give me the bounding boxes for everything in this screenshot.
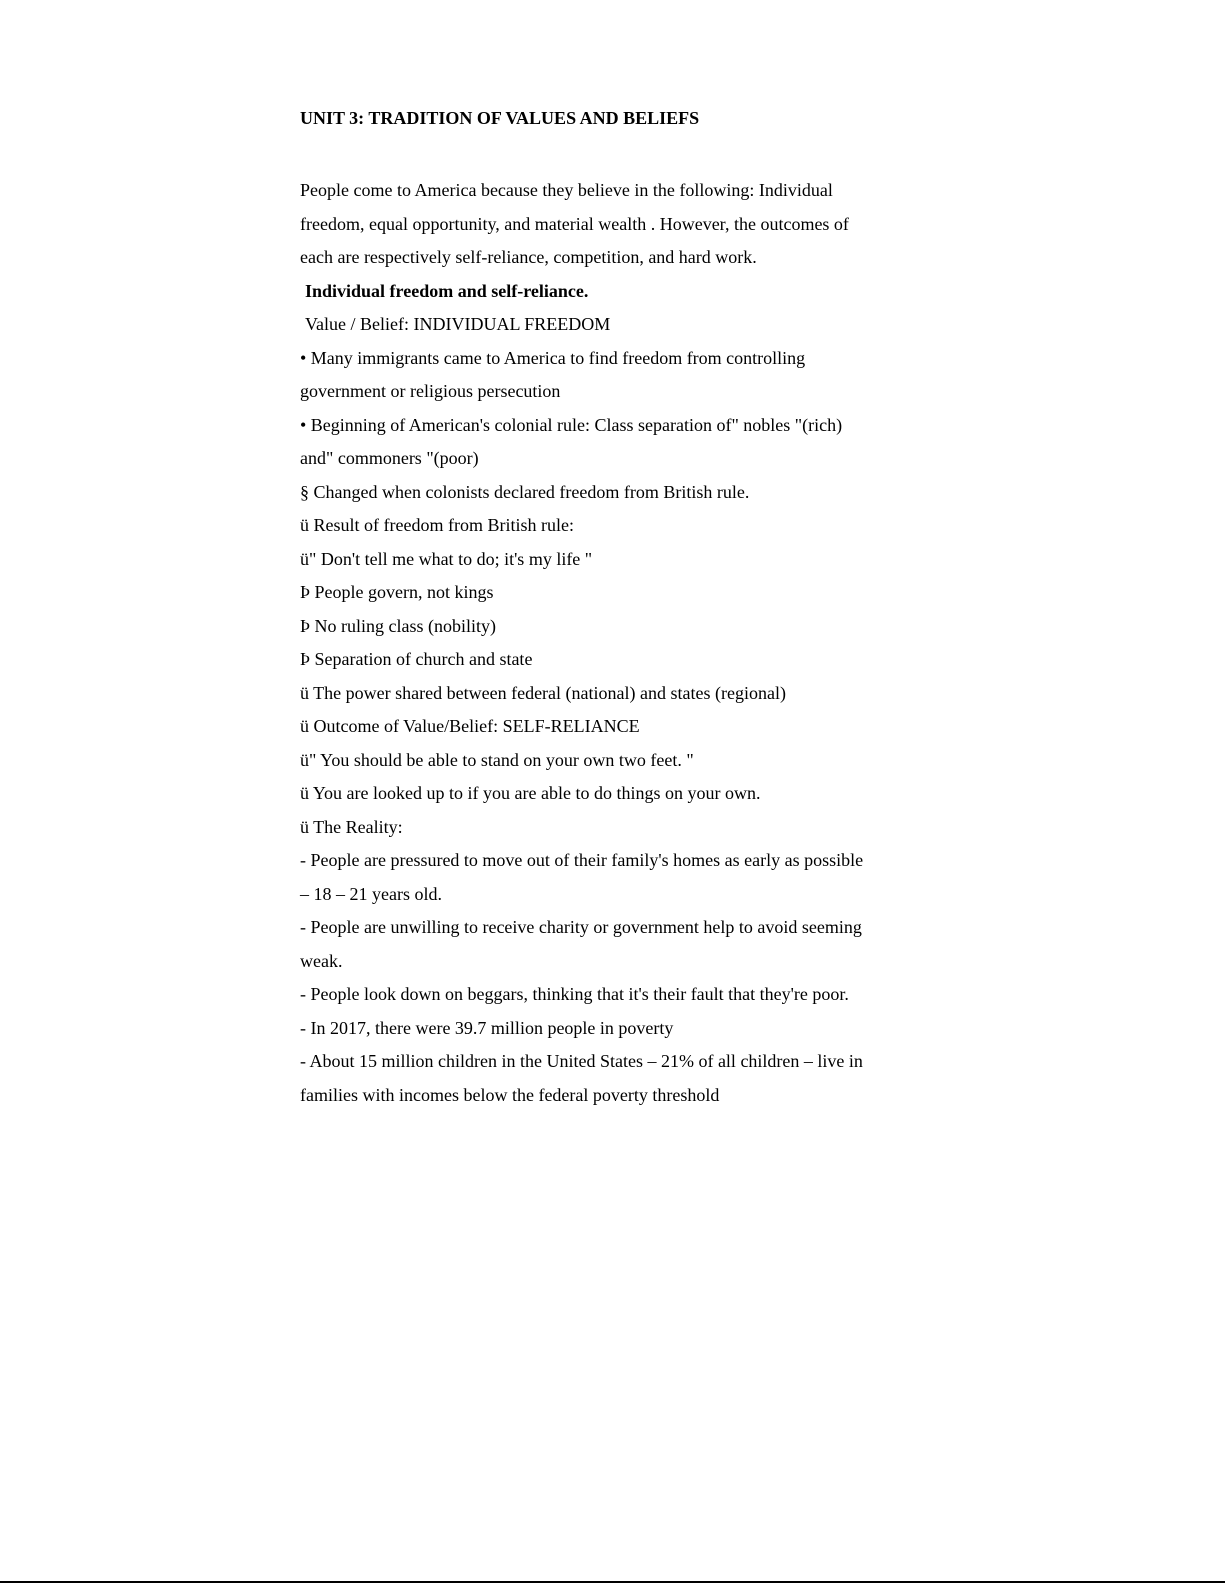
document-title: UNIT 3: TRADITION OF VALUES AND BELIEFS bbox=[300, 108, 700, 128]
check-line: ü" You should be able to stand on your own two feet. " bbox=[300, 749, 694, 770]
check-line: ü The Reality: bbox=[300, 816, 403, 837]
dash-line: - About 15 million children in the United States – 21% of all children – live in bbox=[300, 1051, 863, 1071]
check-line: ü You are looked up to if you are able to do things on your own. bbox=[300, 783, 761, 803]
intro-line: freedom, equal opportunity, and material wealth . However, the outcomes of bbox=[300, 213, 849, 234]
bullet-continuation: and" commoners "(poor) bbox=[300, 448, 479, 468]
check-line: ü The power shared between federal (national) and states (regional) bbox=[300, 682, 786, 703]
dash-continuation: families with incomes below the federal poverty threshold bbox=[300, 1084, 720, 1105]
value-belief-line: Value / Belief: INDIVIDUAL FREEDOM bbox=[305, 314, 611, 334]
dash-line: - People are pressured to move out of their family's homes as early as possible bbox=[300, 850, 864, 870]
page-bottom-rule bbox=[0, 1581, 1225, 1583]
dash-line: - People are unwilling to receive charity or government help to avoid seeming bbox=[300, 917, 862, 937]
dash-line: - In 2017, there were 39.7 million people in poverty bbox=[300, 1017, 674, 1038]
dash-continuation: weak. bbox=[300, 950, 343, 971]
section-heading: Individual freedom and self-reliance. bbox=[305, 280, 589, 301]
intro-line: each are respectively self-reliance, competition, and hard work. bbox=[300, 247, 757, 267]
arrow-line: Þ People govern, not kings bbox=[300, 582, 494, 602]
check-line: ü Result of freedom from British rule: bbox=[300, 515, 574, 535]
document-body bbox=[300, 106, 940, 1112]
check-line: ü" Don't tell me what to do; it's my life " bbox=[300, 548, 593, 569]
arrow-line: Þ Separation of church and state bbox=[300, 649, 533, 669]
section-line: § Changed when colonists declared freedom from British rule. bbox=[300, 481, 750, 502]
check-line: ü Outcome of Value/Belief: SELF-RELIANCE bbox=[300, 716, 640, 736]
dash-continuation: – 18 – 21 years old. bbox=[300, 883, 442, 904]
bullet-line: • Beginning of American's colonial rule: Class separation of" nobles "(rich) bbox=[300, 414, 843, 435]
bullet-continuation: government or religious persecution bbox=[300, 381, 561, 401]
dash-line: - People look down on beggars, thinking that it's their fault that they're poor. bbox=[300, 984, 849, 1004]
intro-line: People come to America because they believe in the following: Individual bbox=[300, 180, 833, 200]
bullet-line: • Many immigrants came to America to find freedom from controlling bbox=[300, 347, 806, 368]
arrow-line: Þ No ruling class (nobility) bbox=[300, 615, 496, 636]
